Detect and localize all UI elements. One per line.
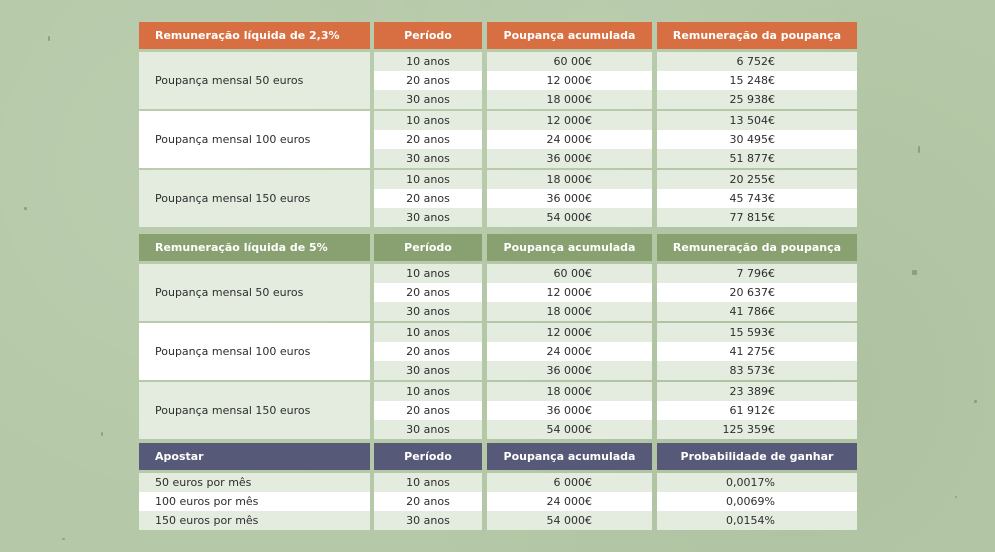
group-label: Poupança mensal 50 euros: [139, 264, 370, 321]
period-cell: 20 anos: [374, 71, 482, 90]
period-cell: 30 anos: [374, 208, 482, 227]
background-speck: [48, 36, 50, 41]
header-accumulated: Poupança acumulada: [487, 443, 652, 470]
group-label: Poupança mensal 150 euros: [139, 170, 370, 227]
remuneration-cell: 7 796€: [657, 264, 857, 283]
header-remuneration: Remuneração da poupança: [657, 234, 857, 261]
period-cell: 30 anos: [374, 90, 482, 109]
accumulated-cell: 60 00€: [487, 264, 652, 283]
period-cell: 30 anos: [374, 149, 482, 168]
period-cell: 10 anos: [374, 264, 482, 283]
probability-cell: 0,0069%: [657, 492, 857, 511]
accumulated-cell: 36 000€: [487, 149, 652, 168]
period-cell: 20 anos: [374, 342, 482, 361]
remuneration-cell: 83 573€: [657, 361, 857, 380]
remuneration-cell: 13 504€: [657, 111, 857, 130]
accumulated-cell: 18 000€: [487, 382, 652, 401]
accumulated-cell: 60 00€: [487, 52, 652, 71]
accumulated-cell: 12 000€: [487, 323, 652, 342]
remuneration-cell: 20 637€: [657, 283, 857, 302]
remuneration-cell: 15 248€: [657, 71, 857, 90]
accumulated-cell: 6 000€: [487, 473, 652, 492]
group-label: Poupança mensal 50 euros: [139, 52, 370, 109]
remuneration-cell: 6 752€: [657, 52, 857, 71]
remuneration-cell: 23 389€: [657, 382, 857, 401]
remuneration-cell: 41 786€: [657, 302, 857, 321]
period-cell: 10 anos: [374, 111, 482, 130]
probability-cell: 0,0017%: [657, 473, 857, 492]
remuneration-cell: 15 593€: [657, 323, 857, 342]
header-label: Remuneração líquida de 5%: [139, 234, 370, 261]
header-label: Apostar: [139, 443, 370, 470]
background-speck: [912, 270, 917, 275]
accumulated-cell: 24 000€: [487, 492, 652, 511]
period-cell: 10 anos: [374, 52, 482, 71]
bet-label-cell: 100 euros por mês: [139, 492, 370, 511]
remuneration-cell: 45 743€: [657, 189, 857, 208]
accumulated-cell: 24 000€: [487, 130, 652, 149]
accumulated-cell: 12 000€: [487, 283, 652, 302]
header-period: Período: [374, 22, 482, 49]
period-cell: 20 anos: [374, 130, 482, 149]
background-speck: [24, 207, 27, 210]
period-cell: 20 anos: [374, 401, 482, 420]
remuneration-cell: 51 877€: [657, 149, 857, 168]
background-speck: [918, 146, 920, 153]
bet-label-cell: 50 euros por mês: [139, 473, 370, 492]
accumulated-cell: 18 000€: [487, 90, 652, 109]
accumulated-cell: 36 000€: [487, 189, 652, 208]
accumulated-cell: 12 000€: [487, 71, 652, 90]
accumulated-cell: 54 000€: [487, 420, 652, 439]
group-label: Poupança mensal 100 euros: [139, 111, 370, 168]
period-cell: 10 anos: [374, 382, 482, 401]
background-speck: [101, 432, 103, 436]
remuneration-cell: 41 275€: [657, 342, 857, 361]
probability-cell: 0,0154%: [657, 511, 857, 530]
period-cell: 10 anos: [374, 323, 482, 342]
remuneration-cell: 30 495€: [657, 130, 857, 149]
period-cell: 30 anos: [374, 420, 482, 439]
period-cell: 20 anos: [374, 283, 482, 302]
remuneration-cell: 20 255€: [657, 170, 857, 189]
header-period: Período: [374, 443, 482, 470]
period-cell: 10 anos: [374, 170, 482, 189]
period-cell: 30 anos: [374, 511, 482, 530]
header-probability: Probabilidade de ganhar: [657, 443, 857, 470]
background-speck: [955, 496, 957, 498]
accumulated-cell: 36 000€: [487, 401, 652, 420]
header-label: Remuneração líquida de 2,3%: [139, 22, 370, 49]
header-accumulated: Poupança acumulada: [487, 234, 652, 261]
header-accumulated: Poupança acumulada: [487, 22, 652, 49]
group-label: Poupança mensal 100 euros: [139, 323, 370, 380]
background-speck: [62, 538, 65, 540]
accumulated-cell: 24 000€: [487, 342, 652, 361]
background-speck: [974, 400, 977, 403]
period-cell: 20 anos: [374, 189, 482, 208]
group-label: Poupança mensal 150 euros: [139, 382, 370, 439]
header-period: Período: [374, 234, 482, 261]
period-cell: 30 anos: [374, 302, 482, 321]
accumulated-cell: 36 000€: [487, 361, 652, 380]
period-cell: 30 anos: [374, 361, 482, 380]
accumulated-cell: 18 000€: [487, 170, 652, 189]
accumulated-cell: 18 000€: [487, 302, 652, 321]
accumulated-cell: 54 000€: [487, 208, 652, 227]
period-cell: 10 anos: [374, 473, 482, 492]
accumulated-cell: 12 000€: [487, 111, 652, 130]
remuneration-cell: 77 815€: [657, 208, 857, 227]
remuneration-cell: 25 938€: [657, 90, 857, 109]
remuneration-cell: 125 359€: [657, 420, 857, 439]
bet-label-cell: 150 euros por mês: [139, 511, 370, 530]
period-cell: 20 anos: [374, 492, 482, 511]
accumulated-cell: 54 000€: [487, 511, 652, 530]
header-remuneration: Remuneração da poupança: [657, 22, 857, 49]
remuneration-cell: 61 912€: [657, 401, 857, 420]
